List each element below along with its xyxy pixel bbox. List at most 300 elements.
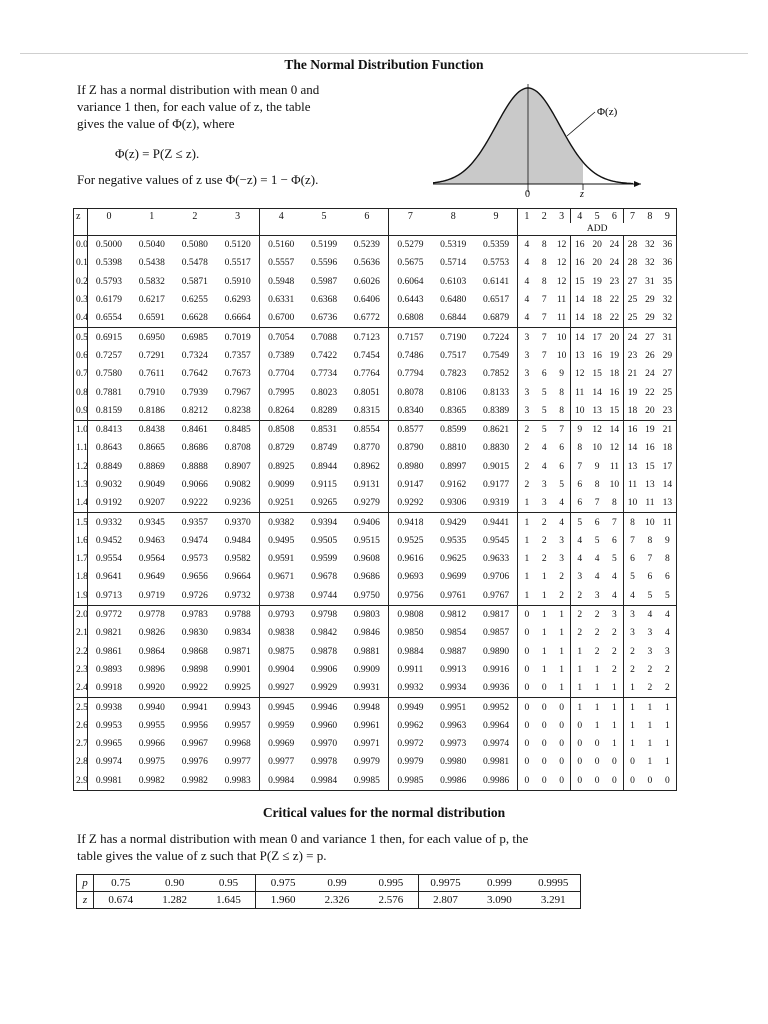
add-value: 14	[571, 328, 589, 347]
add-value: 1	[553, 624, 571, 642]
add-value: 14	[574, 295, 585, 306]
table-row	[74, 624, 677, 642]
phi-value: 0.7422	[310, 350, 338, 361]
phi-value: 0.7389	[268, 350, 295, 361]
phi-value: 0.9861	[95, 646, 123, 657]
add-value: 2	[606, 661, 624, 679]
add-value: 2	[541, 554, 547, 565]
z-value: 0.9	[74, 402, 88, 421]
add-value: 7	[535, 328, 553, 347]
add-value: 1	[630, 683, 635, 694]
add-value: 3	[553, 532, 571, 550]
phi-value: 0.9973	[440, 739, 467, 750]
p-value: 0.999	[472, 875, 526, 892]
phi-value: 0.5040	[130, 236, 173, 255]
phi-value: 0.9744	[310, 590, 338, 601]
phi-value: 0.6736	[310, 313, 338, 324]
shaded-area	[433, 88, 583, 184]
add-value: 5	[571, 513, 589, 532]
z-value: 1.8	[74, 568, 88, 586]
z-value: 0.1	[74, 254, 88, 272]
add-value: 18	[592, 295, 602, 306]
z-row	[77, 892, 581, 909]
phi-value: 0.7704	[268, 369, 295, 380]
negative-values-note: For negative values of z use Φ(−z) = 1 − Φ(z).	[77, 172, 319, 187]
add-column-header: 4	[577, 210, 583, 222]
add-value: 3	[664, 646, 670, 657]
phi-value: 0.5871	[181, 276, 208, 287]
phi-value: 0.8888	[181, 461, 208, 472]
add-value: 20	[645, 405, 655, 416]
phi-value: 0.9984	[310, 775, 338, 786]
add-value: 4	[541, 461, 547, 472]
table-row	[74, 698, 677, 717]
phi-value: 0.9906	[310, 664, 338, 675]
phi-value: 0.9968	[216, 735, 259, 753]
z-critical-value: 2.807	[433, 894, 458, 906]
add-value: 2	[606, 643, 624, 661]
add-value: 12	[553, 236, 571, 255]
add-value: 1	[524, 554, 530, 565]
add-value: 0	[518, 698, 536, 717]
z-label: z	[580, 189, 584, 200]
add-value: 4	[659, 605, 677, 624]
add-value: 11	[575, 387, 585, 398]
add-value: 13	[592, 405, 602, 416]
phi-value: 0.7486	[397, 350, 424, 361]
phi-value: 0.9599	[310, 554, 338, 565]
phi-value: 0.6985	[173, 328, 216, 347]
phi-value: 0.9429	[432, 513, 475, 532]
add-value: 8	[541, 276, 547, 287]
phi-value: 0.8289	[310, 405, 338, 416]
phi-value: 0.8907	[216, 458, 259, 476]
phi-value: 0.8643	[95, 443, 123, 454]
critical-intro-line-2: table gives the value of z such that P(Z ≤ z) = p.	[77, 848, 327, 863]
add-value: 1	[664, 757, 670, 768]
add-value: 5	[647, 590, 653, 601]
phi-value: 0.9941	[173, 698, 216, 717]
phi-value: 0.9938	[87, 698, 130, 717]
phi-value: 0.6443	[397, 295, 424, 306]
add-value: 2	[571, 605, 589, 624]
phi-value: 0.9484	[216, 532, 259, 550]
phi-value: 0.9925	[216, 679, 259, 698]
phi-value: 0.9940	[130, 698, 173, 717]
add-value: 11	[606, 458, 624, 476]
phi-value: 0.9664	[216, 568, 259, 586]
phi-value: 0.5636	[346, 254, 389, 272]
add-value: 36	[659, 236, 677, 255]
add-value: 0	[606, 772, 624, 791]
phi-value: 0.9783	[173, 605, 216, 624]
phi-value: 0.7910	[138, 387, 165, 398]
phi-value: 0.9357	[173, 513, 216, 532]
add-value: 17	[588, 328, 606, 347]
phi-value: 0.9918	[95, 683, 123, 694]
blank-cell	[303, 223, 346, 236]
add-value: 1	[647, 757, 653, 768]
z-value: 1.6	[74, 532, 88, 550]
phi-value: 0.6217	[138, 295, 165, 306]
phi-value: 0.7642	[181, 369, 208, 380]
phi-value: 0.9957	[216, 717, 259, 735]
phi-value: 0.9463	[138, 535, 165, 546]
phi-value: 0.9370	[216, 513, 259, 532]
add-value: 2	[606, 624, 624, 642]
add-value: 0	[577, 739, 583, 750]
z-critical-value: 1.960	[270, 894, 296, 906]
add-value: 1	[641, 698, 659, 717]
add-value: 1	[541, 590, 547, 601]
phi-value: 0.9951	[432, 698, 475, 717]
add-value: 1	[553, 643, 571, 661]
intro-line-3: gives the value of Φ(z), where	[77, 116, 235, 131]
add-value: 10	[553, 328, 571, 347]
add-value: 3	[647, 628, 653, 639]
phi-value: 0.9817	[475, 605, 518, 624]
phi-value: 0.8365	[440, 405, 467, 416]
z-value: 2.6	[74, 717, 88, 735]
phi-value: 0.9943	[216, 698, 259, 717]
phi-value: 0.8531	[303, 420, 346, 439]
add-value: 11	[627, 480, 638, 490]
top-rule	[20, 53, 748, 54]
table-row	[74, 365, 677, 383]
add-value: 1	[630, 739, 635, 750]
add-value: 26	[645, 350, 655, 361]
phi-value: 0.9978	[310, 757, 338, 768]
phi-value: 0.6950	[130, 328, 173, 347]
add-value: 19	[627, 387, 638, 398]
phi-value: 0.9793	[259, 605, 302, 624]
phi-label: Φ(z)	[597, 106, 618, 118]
add-value: 10	[553, 347, 571, 365]
add-value: 3	[524, 369, 530, 380]
phi-value: 0.8944	[310, 461, 338, 472]
phi-value: 0.9834	[216, 624, 259, 642]
add-value: 0	[524, 646, 530, 657]
phi-value: 0.9319	[475, 494, 518, 513]
add-value: 0	[524, 683, 530, 694]
column-header: 2	[192, 210, 198, 222]
phi-value: 0.9808	[389, 605, 432, 624]
add-value: 16	[645, 443, 655, 454]
add-value: 0	[553, 772, 571, 791]
table-row	[74, 605, 677, 624]
add-value: 1	[606, 717, 624, 735]
add-value: 9	[571, 420, 589, 439]
phi-value: 0.9049	[138, 480, 165, 490]
add-value: 3	[524, 350, 530, 361]
add-value: 3	[553, 550, 571, 568]
add-value: 1	[577, 664, 583, 675]
add-value: 18	[592, 313, 602, 324]
phi-value: 0.5120	[216, 236, 259, 255]
add-value: 18	[606, 365, 624, 383]
add-value: 29	[645, 313, 655, 324]
z-value: 0.0	[74, 236, 88, 255]
phi-value: 0.9099	[268, 480, 295, 490]
phi-value: 0.7019	[216, 328, 259, 347]
table-row	[74, 402, 677, 421]
add-value: 1	[524, 498, 530, 509]
phi-value: 0.9131	[346, 476, 389, 494]
phi-value: 0.9699	[440, 572, 467, 583]
phi-value: 0.8438	[130, 420, 173, 439]
z-value: 2.0	[74, 605, 88, 624]
phi-value: 0.8708	[216, 439, 259, 457]
z-critical-value: 1.282	[162, 894, 188, 906]
add-value: 0	[630, 775, 635, 786]
phi-value: 0.9964	[475, 717, 518, 735]
blank-cell	[130, 223, 173, 236]
z-label: z	[77, 892, 94, 909]
add-value: 4	[594, 572, 600, 583]
add-value: 6	[541, 369, 547, 380]
add-value: 1	[594, 664, 600, 675]
add-value: 16	[571, 236, 589, 255]
z-value: 0.3	[74, 291, 88, 309]
add-value: 3	[541, 498, 547, 509]
add-value: 16	[623, 420, 641, 439]
phi-value: 0.9979	[397, 757, 424, 768]
blank-cell	[432, 223, 475, 236]
add-value: 27	[662, 369, 673, 380]
phi-value: 0.9564	[138, 554, 165, 565]
phi-value: 0.9898	[181, 664, 208, 675]
phi-value: 0.9976	[181, 757, 208, 768]
add-header-row	[74, 223, 677, 236]
phi-value: 0.9761	[440, 590, 467, 601]
add-value: 11	[553, 291, 571, 309]
add-value: 1	[664, 720, 670, 731]
phi-value: 0.9871	[216, 643, 259, 661]
phi-value: 0.9901	[216, 661, 259, 679]
add-value: 7	[541, 350, 547, 361]
z-value: 1.2	[74, 458, 88, 476]
add-value: 12	[588, 420, 606, 439]
add-value: 18	[627, 405, 638, 416]
table-row	[74, 532, 677, 550]
add-value: 7	[577, 461, 583, 472]
column-header: 6	[346, 209, 389, 224]
z-value: 1.5	[74, 513, 88, 532]
phi-value: 0.9525	[397, 535, 424, 546]
phi-value: 0.9515	[346, 532, 389, 550]
phi-value: 0.9974	[95, 757, 123, 768]
z-value: 2.3	[74, 661, 88, 679]
phi-value: 0.6517	[475, 291, 518, 309]
phi-value: 0.7995	[268, 387, 295, 398]
add-value: 1	[553, 679, 571, 698]
add-value: 4	[524, 258, 530, 269]
blank-cell	[87, 223, 130, 236]
phi-value: 0.6179	[95, 295, 123, 306]
phi-value: 0.9495	[268, 535, 295, 546]
blank-cell	[346, 223, 389, 236]
add-value: 4	[524, 295, 530, 306]
add-value: 19	[592, 276, 602, 287]
add-value: 22	[606, 291, 624, 309]
add-value: 4	[553, 513, 571, 532]
phi-value: 0.8159	[95, 405, 123, 416]
phi-value: 0.5987	[310, 276, 338, 287]
add-value: 6	[664, 572, 670, 583]
add-value: 10	[641, 513, 659, 532]
add-value: 8	[553, 383, 571, 401]
add-value: 2	[577, 628, 583, 639]
phi-value: 0.9772	[87, 605, 130, 624]
phi-value: 0.9671	[268, 572, 295, 583]
phi-value: 0.6879	[475, 309, 518, 328]
add-value: 2	[577, 590, 583, 601]
add-value: 2	[524, 461, 530, 472]
z-value: 2.9	[74, 772, 88, 791]
add-value: 12	[606, 439, 624, 457]
z-value: 1.1	[74, 439, 88, 457]
z-critical-value: 1.645	[202, 892, 256, 909]
normal-curve-diagram	[433, 74, 643, 200]
add-value: 7	[647, 554, 653, 565]
z-value: 1.9	[74, 587, 88, 606]
phi-value: 0.9693	[397, 572, 424, 583]
phi-value: 0.9738	[268, 590, 295, 601]
table-row	[74, 291, 677, 309]
add-value: 20	[606, 328, 624, 347]
z-value: 1.7	[74, 550, 88, 568]
add-value: 5	[594, 535, 600, 546]
zero-label: 0	[525, 189, 530, 200]
column-header: 4	[278, 210, 284, 222]
add-value: 19	[641, 420, 659, 439]
phi-value: 0.9969	[268, 739, 295, 750]
add-value: 1	[664, 739, 670, 750]
phi-value: 0.6368	[310, 295, 338, 306]
phi-value: 0.9192	[95, 498, 123, 509]
phi-value: 0.6064	[397, 276, 424, 287]
column-header: 0	[106, 210, 112, 222]
phi-value: 0.9332	[87, 513, 130, 532]
add-value: 8	[606, 494, 624, 513]
add-value: 8	[623, 513, 641, 532]
table-row	[74, 458, 677, 476]
phi-value: 0.6255	[181, 295, 208, 306]
phi-value: 0.9838	[268, 628, 295, 639]
phi-value: 0.9857	[475, 624, 518, 642]
phi-value: 0.9981	[95, 775, 123, 786]
phi-value: 0.9846	[346, 624, 389, 642]
add-value: 0	[518, 605, 536, 624]
phi-value: 0.9913	[440, 664, 467, 675]
add-value: 15	[592, 369, 602, 380]
add-value: 32	[662, 313, 673, 324]
add-value: 11	[645, 498, 655, 509]
z-value: 1.3	[74, 476, 88, 494]
add-value: 2	[594, 628, 600, 639]
add-value: 1	[524, 572, 530, 583]
z-value: 0.7	[74, 365, 88, 383]
add-value: 2	[664, 683, 670, 694]
add-value: 1	[647, 739, 653, 750]
phi-value: 0.6554	[95, 313, 123, 324]
phi-value: 0.9778	[130, 605, 173, 624]
p-value: 0.90	[148, 875, 202, 892]
add-value: 2	[647, 664, 653, 675]
table-row	[74, 273, 677, 291]
phi-value: 0.9535	[440, 535, 467, 546]
add-value: 2	[664, 664, 670, 675]
add-value: 19	[606, 347, 624, 365]
phi-value: 0.8264	[268, 405, 295, 416]
phi-value: 0.6331	[268, 295, 295, 306]
phi-value: 0.9893	[95, 664, 123, 675]
intro-text	[77, 81, 407, 132]
phi-value: 0.9967	[181, 739, 208, 750]
add-value: 25	[662, 387, 673, 398]
phi-value: 0.8729	[268, 443, 295, 454]
phi-value: 0.5948	[268, 276, 295, 287]
phi-value: 0.9032	[95, 480, 123, 490]
phi-value: 0.9147	[397, 480, 424, 490]
critical-intro-line-1: If Z has a normal distribution with mean 0 and variance 1 then, for each value of p, the	[77, 831, 529, 846]
add-value: 36	[662, 258, 673, 269]
phi-value: 0.9767	[475, 587, 518, 606]
add-value: 5	[553, 476, 571, 494]
cdf-formula: Φ(z) = P(Z ≤ z).	[115, 146, 200, 161]
add-value: 4	[606, 568, 624, 586]
add-value: 29	[645, 295, 655, 306]
add-value: 32	[645, 258, 655, 269]
phi-value: 0.9505	[310, 535, 338, 546]
phi-value: 0.5517	[216, 254, 259, 272]
phi-value: 0.6664	[216, 309, 259, 328]
z-critical-value: 3.090	[486, 894, 512, 906]
normal-cdf-table	[73, 208, 677, 791]
add-value: 28	[627, 258, 638, 269]
phi-value: 0.9887	[440, 646, 467, 657]
phi-value: 0.9922	[181, 683, 208, 694]
phi-value: 0.9656	[181, 572, 208, 583]
phi-value: 0.9686	[346, 568, 389, 586]
phi-value: 0.9956	[181, 720, 208, 731]
add-value: 2	[588, 605, 606, 624]
phi-value: 0.8686	[181, 443, 208, 454]
add-value: 3	[647, 646, 653, 657]
add-value: 0	[594, 739, 600, 750]
phi-value: 0.9726	[181, 590, 208, 601]
intro-line-1: If Z has a normal distribution with mean 0 and	[77, 82, 320, 97]
phi-value: 0.8925	[268, 461, 295, 472]
table-row	[74, 236, 677, 255]
phi-value: 0.9974	[475, 735, 518, 753]
phi-value: 0.9916	[475, 661, 518, 679]
phi-value: 0.7967	[216, 383, 259, 401]
add-value: 22	[645, 387, 655, 398]
add-value: 10	[574, 405, 585, 416]
phi-value: 0.9582	[216, 550, 259, 568]
phi-value: 0.7611	[138, 369, 165, 380]
add-value: 2	[541, 535, 547, 546]
phi-value: 0.9881	[346, 643, 389, 661]
add-value: 12	[553, 273, 571, 291]
phi-value: 0.8869	[138, 461, 165, 472]
z-value: 0.6	[74, 347, 88, 365]
table-row	[74, 513, 677, 532]
add-value: 4	[541, 443, 547, 454]
p-value: 0.9995	[526, 875, 580, 892]
add-value: 6	[553, 458, 571, 476]
